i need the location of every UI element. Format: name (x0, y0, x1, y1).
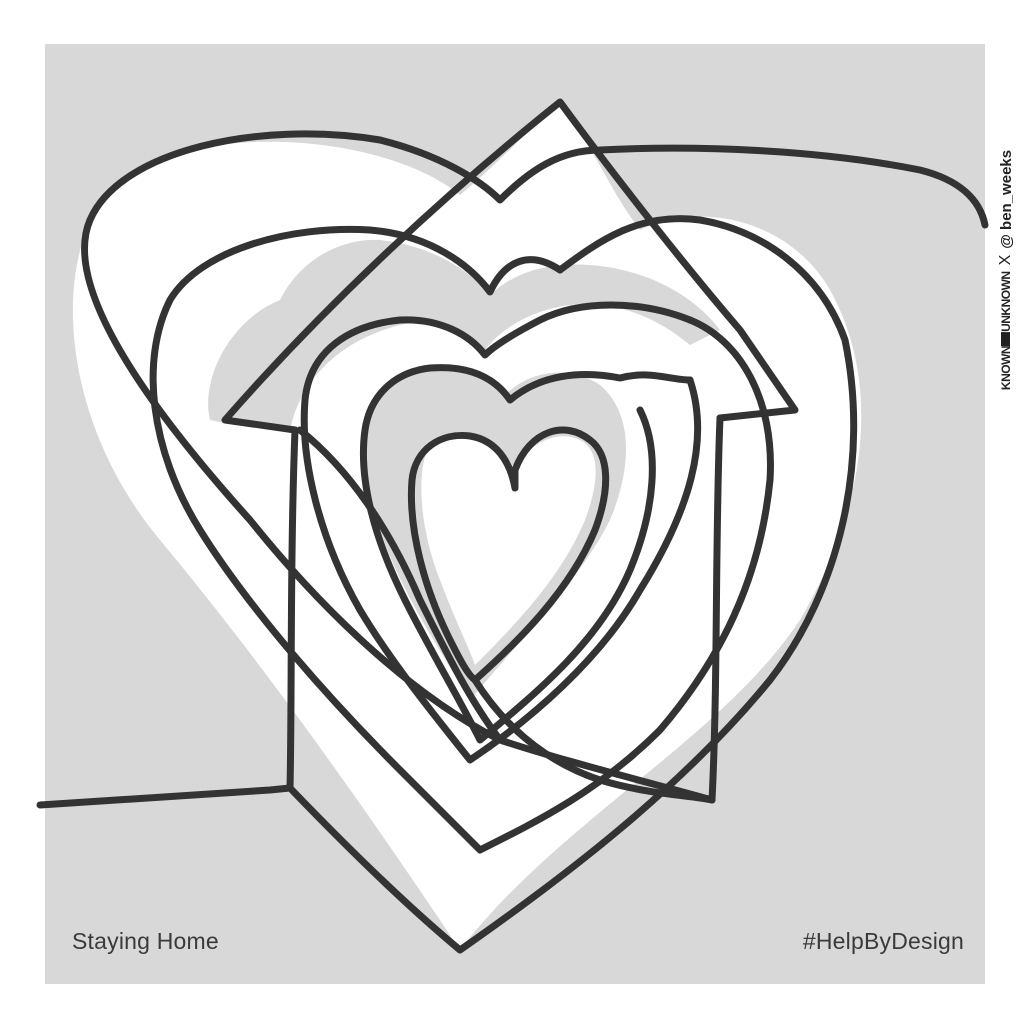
caption-hashtag: #HelpByDesign (802, 928, 964, 954)
house-left-wall (290, 430, 295, 788)
artist-credit (997, 150, 1015, 390)
collab-separator: X (997, 254, 1014, 266)
artist-handle: @ ben_weeks (997, 149, 1015, 249)
brand-box-icon (1001, 332, 1010, 346)
caption-left: Staying Home (72, 928, 219, 954)
ground-line (40, 788, 290, 805)
brand-name: KNOWNUNKNOWN (999, 271, 1013, 391)
